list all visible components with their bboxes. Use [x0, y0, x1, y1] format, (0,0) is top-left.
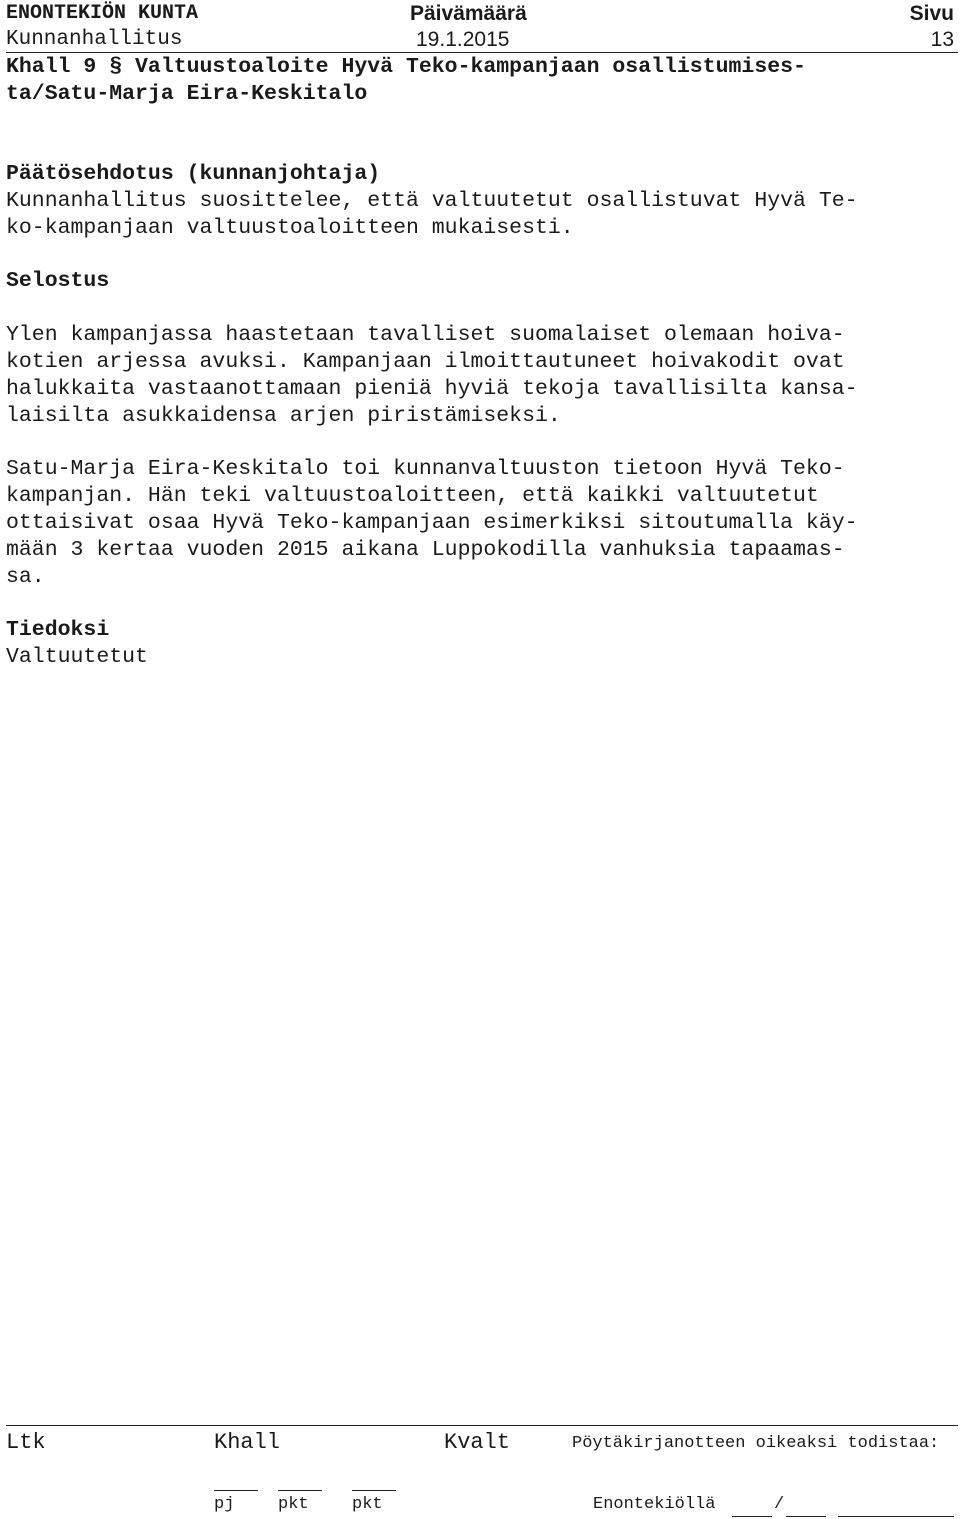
blank-line — [214, 1490, 258, 1491]
blank-line — [352, 1490, 396, 1491]
explanation-paragraph-2 — [6, 456, 956, 591]
blank-line — [732, 1516, 772, 1517]
date-label: Päivämäärä — [410, 2, 527, 25]
paragraph-line: kampanjan. Hän teki valtuustoaloitteen, että kaikki valtuutetut — [6, 484, 819, 508]
paragraph-line: sa. — [6, 565, 45, 589]
paragraph-line: kotien arjessa avuksi. Kampanjaan ilmoittautuneet hoivakodit ovat — [6, 350, 845, 374]
proposal-line: ko-kampanjaan valtuustoaloitteen mukaisesti. — [6, 216, 574, 240]
blank-line — [838, 1516, 954, 1517]
title-line: Khall 9 § Valtuustoaloite Hyvä Teko-kampanjaan osallistumises- — [6, 55, 806, 79]
footer-khall: Khall — [214, 1430, 281, 1455]
body-name: Kunnanhallitus — [6, 28, 183, 51]
footer-ltk: Ltk — [6, 1430, 46, 1455]
paragraph-line: ottaisivat osaa Hyvä Teko-kampanjaan esimerkiksi sitoutumalla käy- — [6, 511, 858, 535]
footer-place: Enontekiöllä — [593, 1495, 716, 1514]
footer-kvalt: Kvalt — [444, 1430, 511, 1455]
municipality-name: ENONTEKIÖN KUNTA — [6, 2, 199, 25]
notify-heading: Tiedoksi — [6, 618, 110, 642]
paragraph-line: Ylen kampanjassa haastetaan tavalliset suomalaiset olemaan hoiva- — [6, 323, 845, 347]
blank-line — [786, 1516, 826, 1517]
paragraph-line: Satu-Marja Eira-Keskitalo toi kunnanvaltuuston tietoon Hyvä Teko- — [6, 457, 845, 481]
footer-pj: pj — [214, 1495, 235, 1514]
proposal-line: Kunnanhallitus suosittelee, että valtuutetut osallistuvat Hyvä Te- — [6, 189, 858, 213]
page-label: Sivu — [909, 2, 954, 25]
title-line: ta/Satu-Marja Eira-Keskitalo — [6, 82, 368, 106]
meeting-date: 19.1.2015 — [416, 28, 510, 51]
footer-rule — [6, 1425, 958, 1426]
footer-pkt: pkt — [352, 1495, 383, 1514]
proposal-section — [6, 161, 956, 242]
blank-line — [278, 1490, 322, 1491]
footer-slash: / — [774, 1495, 785, 1514]
paragraph-line: halukkaita vastaanottamaan pieniä hyviä tekoja tavallisilta kansa- — [6, 377, 858, 401]
paragraph-line: mään 3 kertaa vuoden 2015 aikana Luppokodilla vanhuksia tapaamas- — [6, 538, 845, 562]
header-rule — [6, 52, 958, 53]
page-number: 13 — [930, 28, 954, 51]
notify-recipients: Valtuutetut — [6, 645, 148, 669]
footer-certify: Pöytäkirjanotteen oikeaksi todistaa: — [572, 1434, 940, 1453]
notify-section — [6, 617, 956, 671]
footer-pkt: pkt — [278, 1495, 309, 1514]
document-title — [6, 54, 956, 108]
explanation-paragraph-1 — [6, 322, 956, 430]
explanation-heading: Selostus — [6, 269, 110, 293]
paragraph-line: laisilta asukkaidensa arjen piristämiseksi. — [6, 404, 561, 428]
proposal-heading: Päätösehdotus (kunnanjohtaja) — [6, 162, 381, 186]
